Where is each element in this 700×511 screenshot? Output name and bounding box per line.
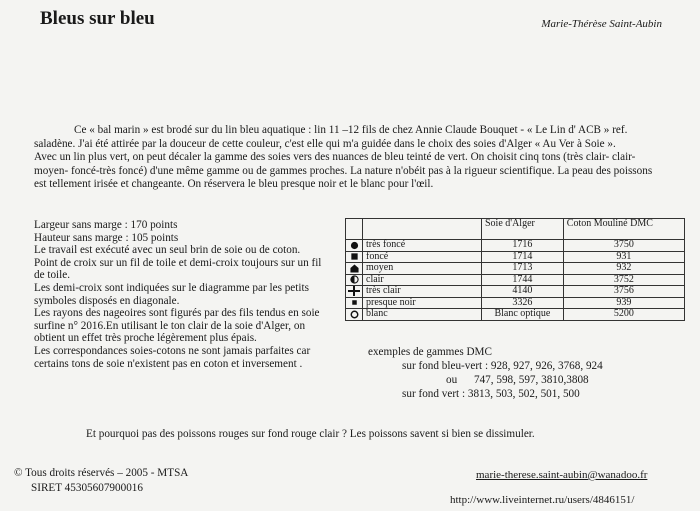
symbol-cell bbox=[346, 263, 363, 275]
table-row bbox=[346, 251, 685, 263]
page-title: Bleus sur bleu bbox=[40, 8, 155, 29]
symbol-cell bbox=[346, 297, 363, 309]
header-blank bbox=[346, 219, 363, 240]
ring-icon bbox=[350, 310, 359, 319]
symbol-cell bbox=[346, 274, 363, 286]
soie-value: 1744 bbox=[482, 274, 564, 286]
tone-name: presque noir bbox=[363, 297, 482, 309]
dmc-line: sur fond vert : 3813, 503, 502, 501, 500 bbox=[402, 388, 580, 400]
half-circle-icon bbox=[350, 275, 359, 284]
email-link[interactable]: marie-therese.saint-aubin@wanadoo.fr bbox=[476, 469, 648, 481]
symbol-cell bbox=[346, 251, 363, 263]
dmc-line: sur fond bleu-vert : 928, 927, 926, 3768, 924 bbox=[402, 360, 603, 372]
tone-name: très foncé bbox=[363, 240, 482, 252]
house-icon bbox=[350, 264, 359, 273]
dmc-examples bbox=[368, 345, 603, 401]
source-url: http://www.liveinternet.ru/users/4846151/ bbox=[450, 494, 635, 506]
tone-name: blanc bbox=[363, 309, 482, 321]
header-soie: Soie d'Alger bbox=[482, 219, 564, 240]
coton-value: 3750 bbox=[563, 240, 684, 252]
soie-value: 3326 bbox=[482, 297, 564, 309]
pattern-details bbox=[34, 219, 324, 370]
small-square-icon bbox=[350, 298, 359, 307]
circle-icon bbox=[350, 241, 359, 250]
copyright-block bbox=[14, 466, 188, 496]
square-icon bbox=[350, 252, 359, 261]
tone-name: très clair bbox=[363, 286, 482, 298]
header-blank bbox=[363, 219, 482, 240]
table-row bbox=[346, 274, 685, 286]
siret-text: SIRET 45305607900016 bbox=[31, 482, 143, 494]
note-item: Les demi-croix sont indiquées sur le diagramme par les petits symboles disposés en diagonale. bbox=[34, 281, 309, 307]
note-item: Les rayons des nageoires sont figurés par des fils tendus en soie surfine n° 2016.En utilisant le ton clair de la soie d'Alger, on obtient un effet très proche légèrement plus épais. bbox=[34, 307, 320, 345]
table-row bbox=[346, 309, 685, 321]
table-header-row bbox=[346, 219, 685, 240]
tone-name: clair bbox=[363, 274, 482, 286]
coton-value: 5200 bbox=[563, 309, 684, 321]
table-row bbox=[346, 297, 685, 309]
tone-name: foncé bbox=[363, 251, 482, 263]
table-row bbox=[346, 286, 685, 298]
copyright-text: © Tous droits réservés – 2005 - MTSA bbox=[14, 467, 189, 479]
symbol-cell bbox=[346, 286, 363, 298]
table-row bbox=[346, 263, 685, 275]
closing-text: Et pourquoi pas des poissons rouges sur fond rouge clair ? Les poissons savent si bien se dissimuler. bbox=[86, 428, 535, 440]
cross-icon bbox=[348, 286, 360, 296]
header-coton: Coton Mouliné DMC bbox=[563, 219, 684, 240]
coton-value: 3756 bbox=[563, 286, 684, 298]
coton-value: 3752 bbox=[563, 274, 684, 286]
intro-paragraph-1: Ce « bal marin » est brodé sur du lin bleu aquatique : lin 11 –12 fils de chez Annie Claude Bouquet - « Le Lin d' ACB » ref. saladène. J'ai été attirée par la douceur de cette couleur, c'est elle qui m'a guidée dans le choix des soies d'Alger « Au Ver à Soie ». bbox=[34, 124, 628, 150]
symbol-cell bbox=[346, 240, 363, 252]
coton-value: 931 bbox=[563, 251, 684, 263]
intro-paragraph-2: Avec un lin plus vert, on peut décaler la gamme des soies vers des nuances de bleu teinté de vert. On choisit cinq tons (très clair- clair-moyen- foncé-très foncé) d'une même gamme ou de gammes proches. La nature n'obéit pas à la rigueur scientifique. La peau des poissons est tellement irisée et changeante. On réservera le bleu presque noir et le blanc pour l'œil. bbox=[34, 151, 653, 190]
symbol-cell bbox=[346, 309, 363, 321]
author-name: Marie-Thérèse Saint-Aubin bbox=[541, 18, 662, 30]
table-row bbox=[346, 240, 685, 252]
note-item: Les correspondances soies-cotons ne sont jamais parfaites car certains tons de soie n'existent pas en coton et inversement . bbox=[34, 344, 311, 370]
soie-value: Blanc optique bbox=[482, 309, 564, 321]
coton-value: 939 bbox=[563, 297, 684, 309]
soie-value: 1716 bbox=[482, 240, 564, 252]
soie-value: 4140 bbox=[482, 286, 564, 298]
soie-value: 1713 bbox=[482, 263, 564, 275]
thread-table bbox=[345, 218, 685, 321]
coton-value: 932 bbox=[563, 263, 684, 275]
dmc-title: exemples de gammes DMC bbox=[368, 346, 492, 358]
tone-name: moyen bbox=[363, 263, 482, 275]
height-info: Hauteur sans marge : 105 points bbox=[34, 231, 179, 244]
dmc-line: ou 747, 598, 597, 3810,3808 bbox=[446, 374, 589, 386]
note-item: Le travail est exécuté avec un seul brin de soie ou de coton. bbox=[34, 244, 301, 257]
soie-value: 1714 bbox=[482, 251, 564, 263]
width-info: Largeur sans marge : 170 points bbox=[34, 219, 178, 231]
intro-text bbox=[34, 124, 660, 192]
note-item: Point de croix sur un fil de toile et demi-croix toujours sur un fil de toile. bbox=[34, 256, 322, 282]
